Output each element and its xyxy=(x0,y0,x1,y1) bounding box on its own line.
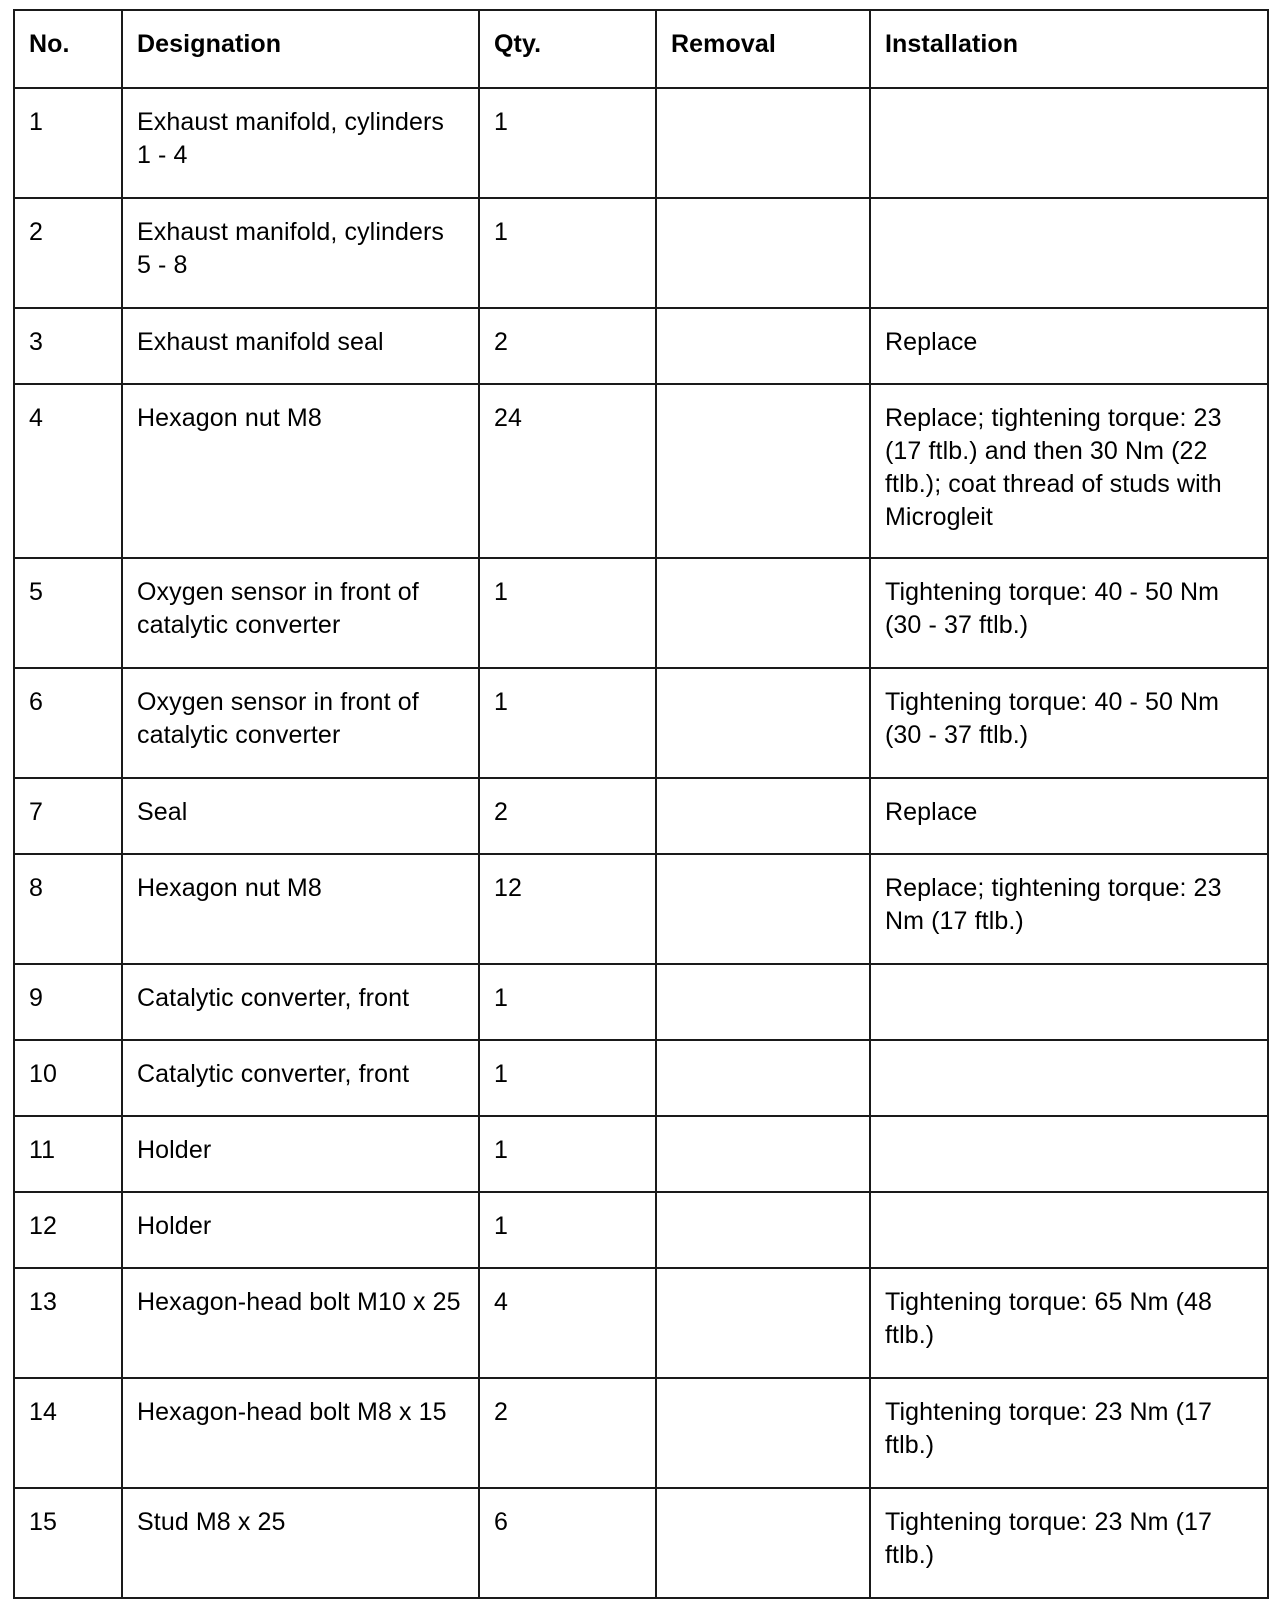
cell-designation: Catalytic converter, front xyxy=(122,964,479,1040)
table-row xyxy=(14,558,1268,668)
cell-installation: Tightening torque: 23 Nm (17 ftlb.) xyxy=(870,1488,1268,1598)
cell-designation: Hexagon nut M8 xyxy=(122,384,479,558)
table-row xyxy=(14,1040,1268,1116)
cell-no: 6 xyxy=(14,668,122,778)
cell-designation: Hexagon nut M8 xyxy=(122,854,479,964)
cell-removal xyxy=(656,308,870,384)
cell-no: 7 xyxy=(14,778,122,854)
cell-removal xyxy=(656,1116,870,1192)
table-row xyxy=(14,1192,1268,1268)
cell-removal xyxy=(656,558,870,668)
cell-no: 3 xyxy=(14,308,122,384)
cell-no: 2 xyxy=(14,198,122,308)
cell-qty: 1 xyxy=(479,1116,656,1192)
cell-qty: 1 xyxy=(479,1192,656,1268)
cell-designation: Holder xyxy=(122,1192,479,1268)
cell-no: 5 xyxy=(14,558,122,668)
cell-designation: Holder xyxy=(122,1116,479,1192)
cell-no: 12 xyxy=(14,1192,122,1268)
header-designation: Designation xyxy=(122,10,479,88)
table-row xyxy=(14,1116,1268,1192)
cell-installation: Replace xyxy=(870,778,1268,854)
cell-removal xyxy=(656,778,870,854)
cell-removal xyxy=(656,1040,870,1116)
cell-installation xyxy=(870,88,1268,198)
table-row xyxy=(14,88,1268,198)
cell-removal xyxy=(656,854,870,964)
cell-qty: 12 xyxy=(479,854,656,964)
cell-installation xyxy=(870,964,1268,1040)
table-row xyxy=(14,1378,1268,1488)
cell-qty: 24 xyxy=(479,384,656,558)
cell-qty: 1 xyxy=(479,88,656,198)
cell-installation xyxy=(870,198,1268,308)
cell-qty: 4 xyxy=(479,1268,656,1378)
cell-designation: Catalytic converter, front xyxy=(122,1040,479,1116)
cell-qty: 2 xyxy=(479,778,656,854)
cell-designation: Exhaust manifold, cylinders 1 - 4 xyxy=(122,88,479,198)
cell-qty: 1 xyxy=(479,668,656,778)
cell-no: 8 xyxy=(14,854,122,964)
header-removal: Removal xyxy=(656,10,870,88)
cell-removal xyxy=(656,1268,870,1378)
cell-designation: Stud M8 x 25 xyxy=(122,1488,479,1598)
cell-no: 4 xyxy=(14,384,122,558)
header-installation: Installation xyxy=(870,10,1268,88)
cell-designation: Exhaust manifold, cylinders 5 - 8 xyxy=(122,198,479,308)
cell-removal xyxy=(656,1488,870,1598)
cell-installation: Tightening torque: 40 - 50 Nm (30 - 37 ftlb.) xyxy=(870,558,1268,668)
cell-qty: 1 xyxy=(479,1040,656,1116)
parts-table xyxy=(13,9,1269,1599)
cell-qty: 2 xyxy=(479,308,656,384)
cell-no: 11 xyxy=(14,1116,122,1192)
cell-qty: 6 xyxy=(479,1488,656,1598)
cell-no: 10 xyxy=(14,1040,122,1116)
table-row xyxy=(14,778,1268,854)
table-row xyxy=(14,198,1268,308)
cell-no: 14 xyxy=(14,1378,122,1488)
cell-removal xyxy=(656,198,870,308)
cell-installation: Tightening torque: 23 Nm (17 ftlb.) xyxy=(870,1378,1268,1488)
cell-qty: 1 xyxy=(479,558,656,668)
cell-no: 1 xyxy=(14,88,122,198)
cell-removal xyxy=(656,1378,870,1488)
cell-installation xyxy=(870,1116,1268,1192)
table-row xyxy=(14,384,1268,558)
cell-installation: Tightening torque: 40 - 50 Nm (30 - 37 ftlb.) xyxy=(870,668,1268,778)
cell-designation: Exhaust manifold seal xyxy=(122,308,479,384)
header-qty: Qty. xyxy=(479,10,656,88)
cell-qty: 1 xyxy=(479,964,656,1040)
cell-installation: Replace; tightening torque: 23 Nm (17 ftlb.) xyxy=(870,854,1268,964)
cell-removal xyxy=(656,1192,870,1268)
table-header-row xyxy=(14,10,1268,88)
header-no: No. xyxy=(14,10,122,88)
table-row xyxy=(14,964,1268,1040)
cell-installation: Replace; tightening torque: 23 (17 ftlb.) and then 30 Nm (22 ftlb.); coat thread of studs with Microgleit xyxy=(870,384,1268,558)
cell-installation: Tightening torque: 65 Nm (48 ftlb.) xyxy=(870,1268,1268,1378)
cell-designation: Seal xyxy=(122,778,479,854)
table-row xyxy=(14,1268,1268,1378)
cell-designation: Oxygen sensor in front of catalytic converter xyxy=(122,558,479,668)
table-row xyxy=(14,854,1268,964)
cell-qty: 1 xyxy=(479,198,656,308)
table-row xyxy=(14,1488,1268,1598)
cell-removal xyxy=(656,668,870,778)
cell-installation xyxy=(870,1192,1268,1268)
cell-removal xyxy=(656,384,870,558)
cell-designation: Oxygen sensor in front of catalytic converter xyxy=(122,668,479,778)
cell-installation: Replace xyxy=(870,308,1268,384)
cell-no: 15 xyxy=(14,1488,122,1598)
cell-removal xyxy=(656,88,870,198)
cell-no: 13 xyxy=(14,1268,122,1378)
table-row xyxy=(14,308,1268,384)
cell-no: 9 xyxy=(14,964,122,1040)
cell-installation xyxy=(870,1040,1268,1116)
table-row xyxy=(14,668,1268,778)
cell-removal xyxy=(656,964,870,1040)
cell-qty: 2 xyxy=(479,1378,656,1488)
cell-designation: Hexagon-head bolt M8 x 15 xyxy=(122,1378,479,1488)
cell-designation: Hexagon-head bolt M10 x 25 xyxy=(122,1268,479,1378)
